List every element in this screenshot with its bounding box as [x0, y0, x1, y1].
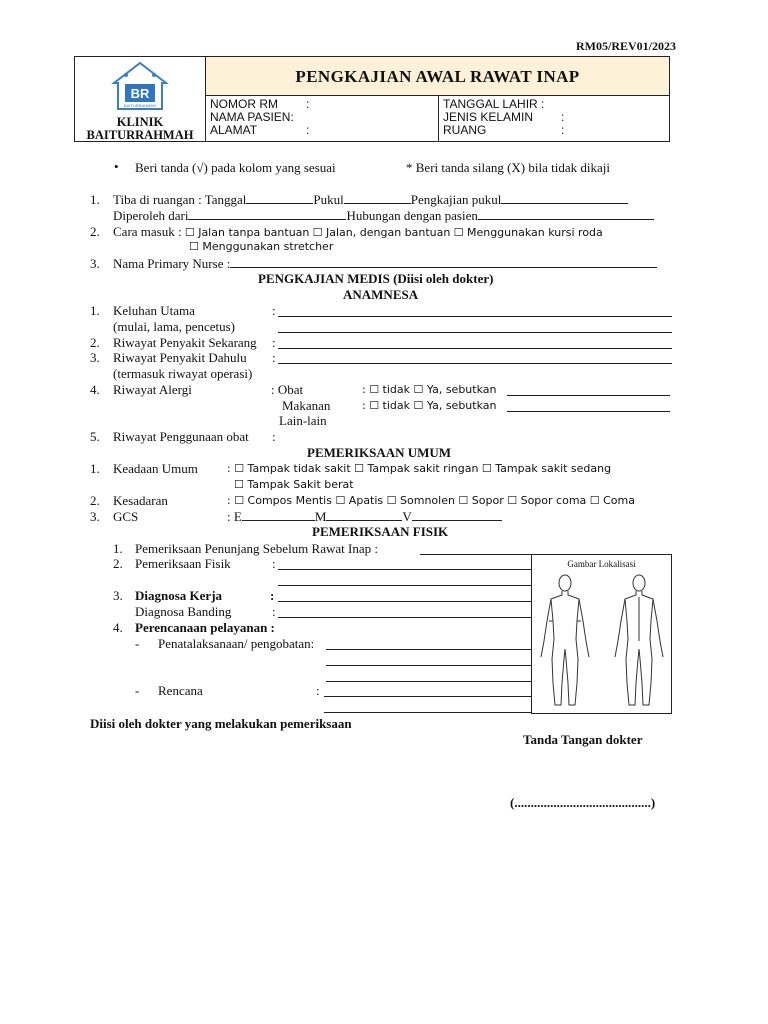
gcs-e-field[interactable]	[242, 509, 315, 521]
gcs-v-field[interactable]	[412, 509, 502, 521]
gcs-fields	[227, 509, 502, 524]
physical-exam-heading: PEMERIKSAAN FISIK	[312, 524, 449, 539]
field-nama-pasien: NAMA PASIEN:	[210, 110, 294, 124]
filled-by-note: Diisi oleh dokter yang melakukan pemeriksaan	[90, 716, 352, 731]
obtained-field[interactable]	[188, 208, 346, 220]
plan-field[interactable]	[324, 685, 531, 697]
patient-info-right	[439, 96, 669, 141]
differential-diagnosis-label: Diagnosa Banding	[135, 604, 232, 619]
general-condition-options[interactable]: : ☐ Tampak tidak sakit ☐ Tampak sakit ringan ☐ Tampak sakit sedang	[227, 462, 612, 475]
signature-line[interactable]: (..........................................)	[510, 795, 656, 810]
obtained-line	[113, 208, 654, 223]
colon: :	[316, 683, 320, 698]
working-diagnosis-field[interactable]	[278, 590, 531, 602]
colon: :	[272, 556, 276, 571]
chief-complaint-sub: (mulai, lama, pencetus)	[113, 319, 236, 334]
entry-mode-label: Cara masuk :	[113, 224, 182, 239]
support-exam-label: Pemeriksaan Penunjang Sebelum Rawat Inap :	[135, 541, 378, 556]
plan-field-2[interactable]	[324, 701, 531, 713]
obtained-label: Diperoleh dari	[113, 208, 189, 223]
arrival-label: Tiba di ruangan : Tanggal	[113, 192, 247, 207]
chief-complaint-field[interactable]	[278, 305, 672, 317]
field-tanggal-lahir: TANGGAL LAHIR :	[443, 97, 545, 111]
arrival-time-field[interactable]	[344, 192, 411, 204]
logo-cell	[75, 57, 206, 141]
allergy-label: Riwayat Alergi	[113, 382, 192, 397]
gcs-v-label: V	[402, 509, 412, 524]
field-ruang: RUANG	[443, 123, 487, 137]
current-illness-field[interactable]	[278, 337, 672, 349]
entry-option-stretcher[interactable]: ☐ Menggunakan stretcher	[189, 240, 334, 253]
past-illness-label: Riwayat Penyakit Dahulu	[113, 350, 247, 365]
instruction-check: Beri tanda (√) pada kolom yang sesuai	[135, 160, 336, 175]
colon: :	[272, 429, 276, 444]
entry-mode-line	[113, 224, 603, 240]
gcs-label: GCS	[113, 509, 139, 524]
arrival-date-field[interactable]	[246, 192, 313, 204]
entry-option-walk-assisted[interactable]: ☐ Jalan, dengan bantuan	[312, 226, 451, 239]
bullet-dot: •	[114, 159, 119, 174]
gcs-m-field[interactable]	[326, 509, 402, 521]
chief-complaint-field-2[interactable]	[278, 321, 672, 333]
assessment-time-field[interactable]	[501, 192, 628, 204]
item-number: 3.	[90, 509, 100, 524]
treatment-field-2[interactable]	[326, 654, 531, 666]
relationship-label: Hubungan dengan pasien	[346, 208, 478, 223]
general-condition-severe[interactable]: ☐ Tampak Sakit berat	[234, 478, 354, 491]
clinic-name-line1: KLINIK	[116, 115, 164, 129]
colon: :	[306, 97, 310, 111]
colon: :	[270, 588, 275, 603]
physical-exam-field-2[interactable]	[278, 574, 531, 586]
medication-history-label: Riwayat Penggunaan obat	[113, 429, 249, 444]
allergy-drug-field[interactable]	[507, 384, 670, 396]
support-exam-field[interactable]	[420, 543, 531, 555]
colon: :	[272, 303, 276, 318]
item-number: 1.	[90, 461, 100, 476]
treatment-label: Penatalaksanaan/ pengobatan:	[158, 636, 315, 651]
header-table	[74, 56, 670, 142]
working-diagnosis-label: Diagnosa Kerja	[135, 588, 223, 603]
plan-label: Rencana	[158, 683, 203, 698]
colon: :	[561, 110, 565, 124]
field-alamat: ALAMAT	[210, 123, 258, 137]
arrival-line	[113, 192, 628, 207]
logo-subtext: BAITURRAHMAH	[123, 103, 157, 108]
pukul-label: Pukul	[313, 192, 344, 207]
allergy-food-options[interactable]: : ☐ tidak ☐ Ya, sebutkan	[362, 399, 497, 412]
item-number: 5.	[90, 429, 100, 444]
relationship-field[interactable]	[478, 208, 654, 220]
physical-exam-label: Pemeriksaan Fisik	[135, 556, 231, 571]
gcs-m-label: M	[314, 509, 327, 524]
colon: :	[306, 123, 310, 137]
item-number: 2.	[113, 556, 123, 571]
figure-label: Gambar Lokalisasi	[567, 559, 636, 569]
dash: -	[135, 683, 140, 698]
item-number: 3.	[90, 256, 100, 271]
physical-exam-field[interactable]	[278, 558, 531, 570]
primary-nurse-field[interactable]	[230, 256, 657, 268]
field-nomor-rm: NOMOR RM	[210, 97, 278, 111]
clinic-name-line2: BAITURRAHMAH	[86, 128, 194, 142]
treatment-field[interactable]	[326, 638, 531, 650]
item-number: 3.	[113, 588, 123, 603]
allergy-other-label: Lain-lain	[279, 413, 327, 428]
colon: :	[272, 335, 276, 350]
item-number: 3.	[90, 350, 100, 365]
chief-complaint-label: Keluhan Utama	[113, 303, 195, 318]
patient-info-left	[206, 96, 439, 141]
logo-text: BR	[130, 86, 150, 101]
allergy-food-field[interactable]	[507, 400, 670, 412]
signature-label: Tanda Tangan dokter	[523, 732, 643, 747]
colon: :	[272, 350, 276, 365]
primary-nurse-label: Nama Primary Nurse :	[113, 256, 231, 271]
consciousness-options[interactable]: : ☐ Compos Mentis ☐ Apatis ☐ Somnolen ☐ Sopor ☐ Sopor coma ☐ Coma	[227, 494, 635, 507]
gcs-e-label: : E	[227, 509, 242, 524]
general-condition-label: Keadaan Umum	[113, 461, 198, 476]
differential-diagnosis-field[interactable]	[278, 606, 531, 618]
current-illness-label: Riwayat Penyakit Sekarang	[113, 335, 257, 350]
item-number: 4.	[90, 382, 100, 397]
general-exam-heading: PEMERIKSAAN UMUM	[307, 445, 452, 460]
consciousness-label: Kesadaran	[113, 493, 168, 508]
service-plan-label: Perencanaan pelayanan :	[135, 620, 275, 635]
body-back-icon	[609, 571, 669, 711]
form-code: RM05/REV01/2023	[576, 39, 676, 53]
item-number: 2.	[90, 493, 100, 508]
item-number: 1.	[90, 192, 100, 207]
entry-option-wheelchair[interactable]: ☐ Menggunakan kursi roda	[453, 226, 603, 239]
body-front-icon	[535, 571, 595, 711]
item-number: 1.	[90, 303, 100, 318]
form-title: PENGKAJIAN AWAL RAWAT INAP	[206, 57, 669, 96]
colon: :	[561, 123, 565, 137]
dash: -	[135, 636, 140, 651]
field-jenis-kelamin: JENIS KELAMIN	[443, 110, 534, 124]
past-illness-field[interactable]	[278, 352, 672, 364]
instruction-cross: * Beri tanda silang (X) bila tidak dikaji	[406, 160, 610, 175]
item-number: 1.	[113, 541, 123, 556]
allergy-drug-label: : Obat	[271, 382, 304, 397]
anamnesa-heading: ANAMNESA	[343, 287, 419, 302]
entry-option-walk-unaided[interactable]: ☐ Jalan tanpa bantuan	[184, 226, 310, 239]
body-localization-figure[interactable]	[531, 554, 672, 714]
item-number: 2.	[90, 335, 100, 350]
primary-nurse-line	[113, 256, 657, 271]
allergy-drug-options[interactable]: : ☐ tidak ☐ Ya, sebutkan	[362, 383, 497, 396]
past-illness-sub: (termasuk riwayat operasi)	[113, 366, 253, 381]
clinic-logo	[110, 61, 170, 113]
treatment-field-3[interactable]	[326, 670, 531, 682]
medical-heading: PENGKAJIAN MEDIS (Diisi oleh dokter)	[258, 271, 494, 286]
item-number: 2.	[90, 224, 100, 239]
item-number: 4.	[113, 620, 123, 635]
assessment-time-label: Pengkajian pukul	[410, 192, 502, 207]
allergy-food-label: Makanan	[282, 398, 331, 413]
colon: :	[272, 604, 276, 619]
